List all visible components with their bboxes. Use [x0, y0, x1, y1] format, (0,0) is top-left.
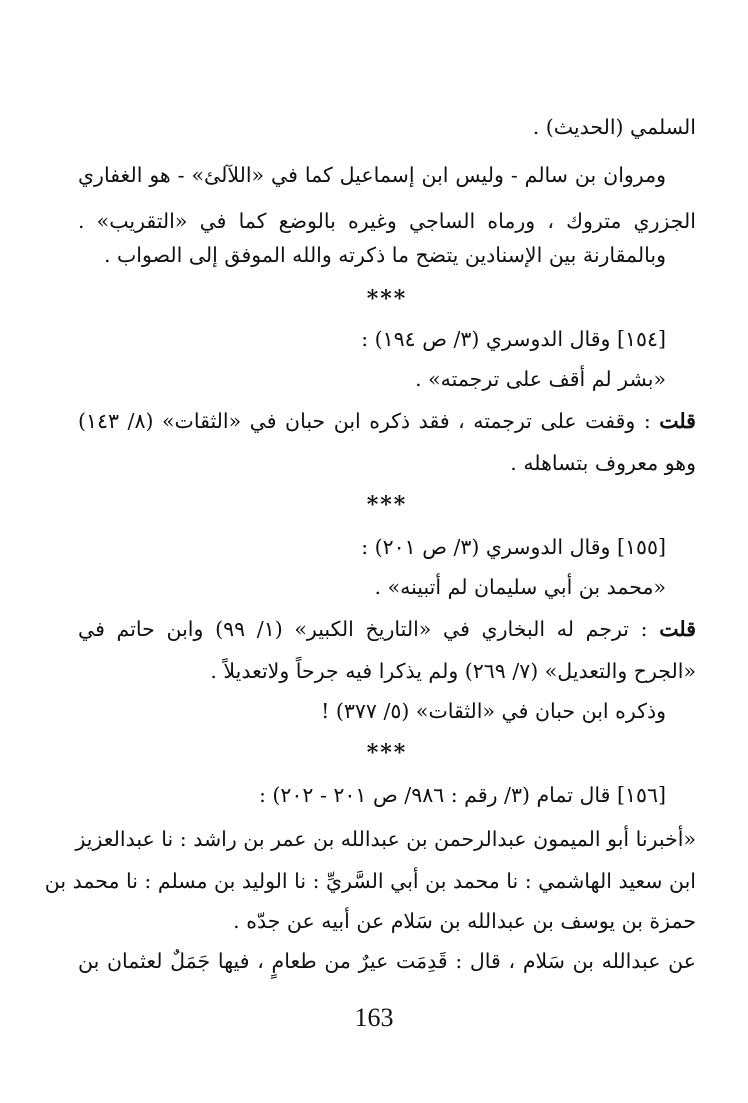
- qult-text: : وقفت على ترجمته ، فقد ذكره ابن حبان في «الثقات» (٨/ ١٤٣): [78, 409, 651, 433]
- text-line: «الجرح والتعديل» (٧/ ٢٦٩) ولم يذكرا فيه جرحاً ولاتعديلاً .: [210, 659, 696, 683]
- entry-qult-line: [78, 614, 696, 644]
- text-line: وهو معروف بتساهله .: [510, 451, 696, 475]
- text-line: ابن سعيد الهاشمي : نا محمد بن أبي السَّريِّ : نا الوليد بن مسلم : نا محمد بن: [44, 869, 696, 893]
- section-separator: ***: [366, 492, 408, 518]
- text-line: وذكره ابن حبان في «الثقات» (٥/ ٣٧٧) !: [321, 699, 666, 723]
- text-line: «أخبرنا أبو الميمون عبدالرحمن بن عبدالله بن عمر بن راشد : نا عبدالعزيز: [75, 827, 696, 851]
- page-number: 163: [354, 1003, 394, 1032]
- entry-quote: «محمد بن أبي سليمان لم أتبينه» .: [374, 575, 666, 599]
- entry-quote: «بشر لم أقف على ترجمته» .: [415, 367, 666, 391]
- entry-header: [١٥٤] وقال الدوسري (٣/ ص ١٩٤) :: [361, 327, 666, 351]
- text-line: وبالمقارنة بين الإسنادين يتضح ما ذكرته والله الموفق إلى الصواب .: [103, 243, 666, 267]
- text-line: السلمي (الحديث) .: [532, 115, 696, 139]
- text-line: عن عبدالله بن سَلام ، قال : قَدِمَت عيرٌ من طعامٍ ، فيها جَمَلٌ لعثمان بن: [78, 949, 696, 973]
- section-separator: ***: [366, 286, 408, 312]
- qult-label: قلت: [659, 617, 696, 641]
- qult-label: قلت: [659, 409, 696, 433]
- section-separator: ***: [366, 740, 408, 766]
- entry-qult-line: [78, 406, 696, 436]
- entry-header: [١٥٥] وقال الدوسري (٣/ ص ٢٠١) :: [361, 535, 666, 559]
- text-line: حمزة بن يوسف بن عبدالله بن سَلام عن أبيه عن جدّه .: [233, 909, 696, 933]
- text-line: الجزري متروك ، ورماه الساجي وغيره بالوضع كما في «التقريب» .: [78, 209, 696, 233]
- qult-text: : ترجم له البخاري في «التاريخ الكبير» (١/ ٩٩) وابن حاتم في: [78, 617, 648, 641]
- text-line: ومروان بن سالم - وليس ابن إسماعيل كما في «اللآلئ» - هو الغفاري: [78, 163, 666, 187]
- entry-header: [١٥٦] قال تمام (٣/ رقم : ٩٨٦/ ص ٢٠١ - ٢٠٢) :: [258, 783, 666, 807]
